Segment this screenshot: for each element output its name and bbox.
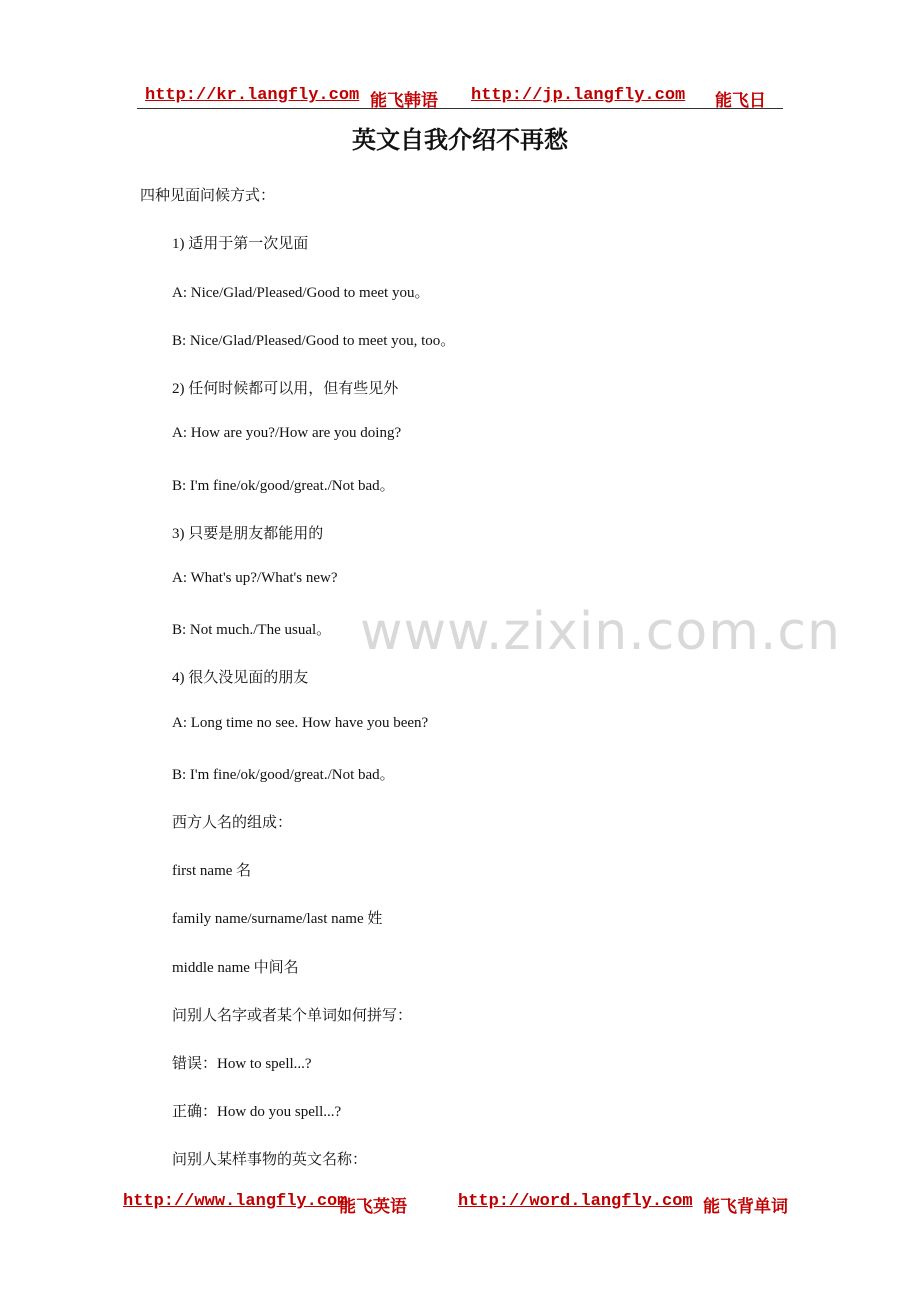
paragraph: first name 名	[172, 863, 252, 879]
footer-label-english[interactable]: 能飞英语	[339, 1197, 407, 1217]
footer-link-word[interactable]: http://word.langfly.com	[458, 1192, 693, 1211]
watermark: www.zixin.com.cn	[360, 602, 841, 662]
paragraph: B: I'm fine/ok/good/great./Not bad。	[172, 478, 395, 494]
header-label-japanese[interactable]: 能飞日	[715, 91, 766, 111]
paragraph: 问别人某样事物的英文名称：	[172, 1152, 368, 1168]
document-title: 英文自我介绍不再愁	[352, 125, 568, 154]
paragraph: 西方人名的组成：	[172, 815, 293, 831]
paragraph: B: Nice/Glad/Pleased/Good to meet you, too。	[172, 333, 456, 349]
paragraph: B: Not much./The usual。	[172, 622, 332, 638]
footer-link-www[interactable]: http://www.langfly.com	[123, 1192, 348, 1211]
paragraph: family name/surname/last name 姓	[172, 911, 383, 927]
page-footer	[0, 1192, 920, 1216]
header-link-kr[interactable]: http://kr.langfly.com	[145, 86, 360, 105]
paragraph: 4) 很久没见面的朋友	[172, 670, 309, 686]
paragraph: 问别人名字或者某个单词如何拼写：	[172, 1008, 413, 1024]
paragraph: 正确：How do you spell...?	[172, 1104, 342, 1120]
paragraph: A: What's up?/What's new?	[172, 570, 338, 586]
paragraph: B: I'm fine/ok/good/great./Not bad。	[172, 767, 395, 783]
paragraph: A: Nice/Glad/Pleased/Good to meet you。	[172, 285, 430, 301]
paragraph: 四种见面问候方式：	[140, 188, 276, 204]
paragraph: A: Long time no see. How have you been?	[172, 715, 429, 731]
paragraph: 1) 适用于第一次见面	[172, 236, 309, 252]
paragraph: 错误：How to spell...?	[172, 1056, 312, 1072]
header-link-jp[interactable]: http://jp.langfly.com	[471, 86, 686, 105]
paragraph: middle name 中间名	[172, 960, 299, 976]
paragraph: A: How are you?/How are you doing?	[172, 425, 402, 441]
header-label-korean[interactable]: 能飞韩语	[370, 91, 438, 111]
paragraph: 2) 任何时候都可以用，但有些见外	[172, 381, 399, 397]
footer-label-vocab[interactable]: 能飞背单词	[703, 1197, 788, 1217]
paragraph: 3) 只要是朋友都能用的	[172, 526, 324, 542]
page-header	[137, 86, 783, 109]
